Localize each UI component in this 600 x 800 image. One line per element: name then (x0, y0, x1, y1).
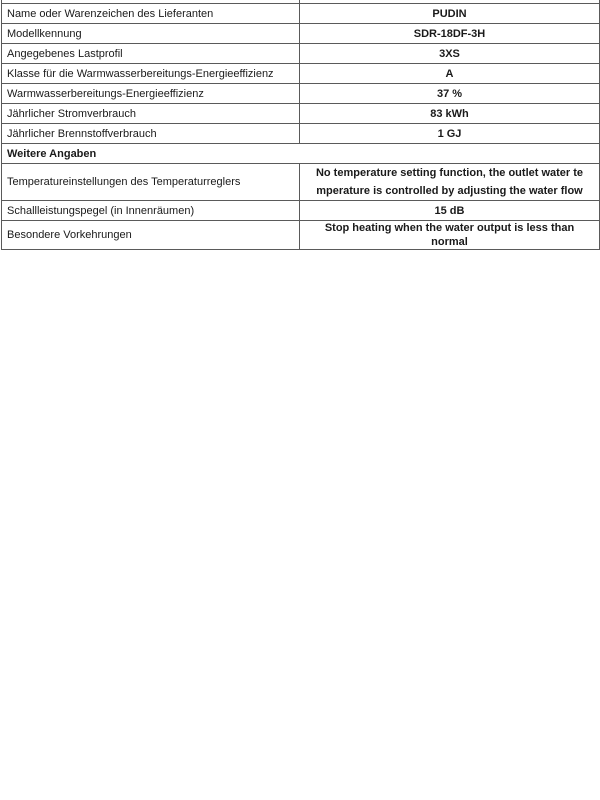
row-label-electricity: Jährlicher Stromverbrauch (2, 104, 300, 124)
table-row (2, 201, 600, 221)
row-value-temperature-settings (300, 164, 600, 201)
row-value-sound-level: 15 dB (300, 201, 600, 221)
table-row (2, 44, 600, 64)
row-value-load-profile: 3XS (300, 44, 600, 64)
row-value-model: SDR-18DF-3H (300, 24, 600, 44)
table-row (2, 64, 600, 84)
table-row (2, 124, 600, 144)
row-label-temperature-settings: Temperatureinstellungen des Temperaturreglers (2, 164, 300, 201)
row-label-precautions: Besondere Vorkehrungen (2, 221, 300, 250)
row-label-supplier: Name oder Warenzeichen des Lieferanten (2, 4, 300, 24)
row-label-efficiency-class: Klasse für die Warmwasserbereitungs-Energieeffizienz (2, 64, 300, 84)
table-row (2, 4, 600, 24)
row-value-efficiency-class: A (300, 64, 600, 84)
table-row (2, 24, 600, 44)
row-label-efficiency: Warmwasserbereitungs-Energieeffizienz (2, 84, 300, 104)
table-row (2, 104, 600, 124)
value-line: mperature is controlled by adjusting the water flow (316, 185, 583, 197)
row-label-sound-level: Schallleistungspegel (in Innenräumen) (2, 201, 300, 221)
product-data-sheet (0, 0, 600, 250)
row-value-supplier: PUDIN (300, 4, 600, 24)
row-value-fuel: 1 GJ (300, 124, 600, 144)
product-info-table (1, 0, 600, 250)
section-header-row (2, 144, 600, 164)
section-title: Weitere Angaben (2, 144, 600, 164)
row-value-precautions: Stop heating when the water output is less than normal (300, 221, 600, 250)
row-value-electricity: 83 kWh (300, 104, 600, 124)
table-row (2, 84, 600, 104)
row-label-model: Modellkennung (2, 24, 300, 44)
table-row (2, 221, 600, 250)
row-label-fuel: Jährlicher Brennstoffverbrauch (2, 124, 300, 144)
row-value-efficiency: 37 % (300, 84, 600, 104)
row-label-load-profile: Angegebenes Lastprofil (2, 44, 300, 64)
value-line: No temperature setting function, the outlet water te (315, 167, 584, 179)
table-row (2, 164, 600, 201)
